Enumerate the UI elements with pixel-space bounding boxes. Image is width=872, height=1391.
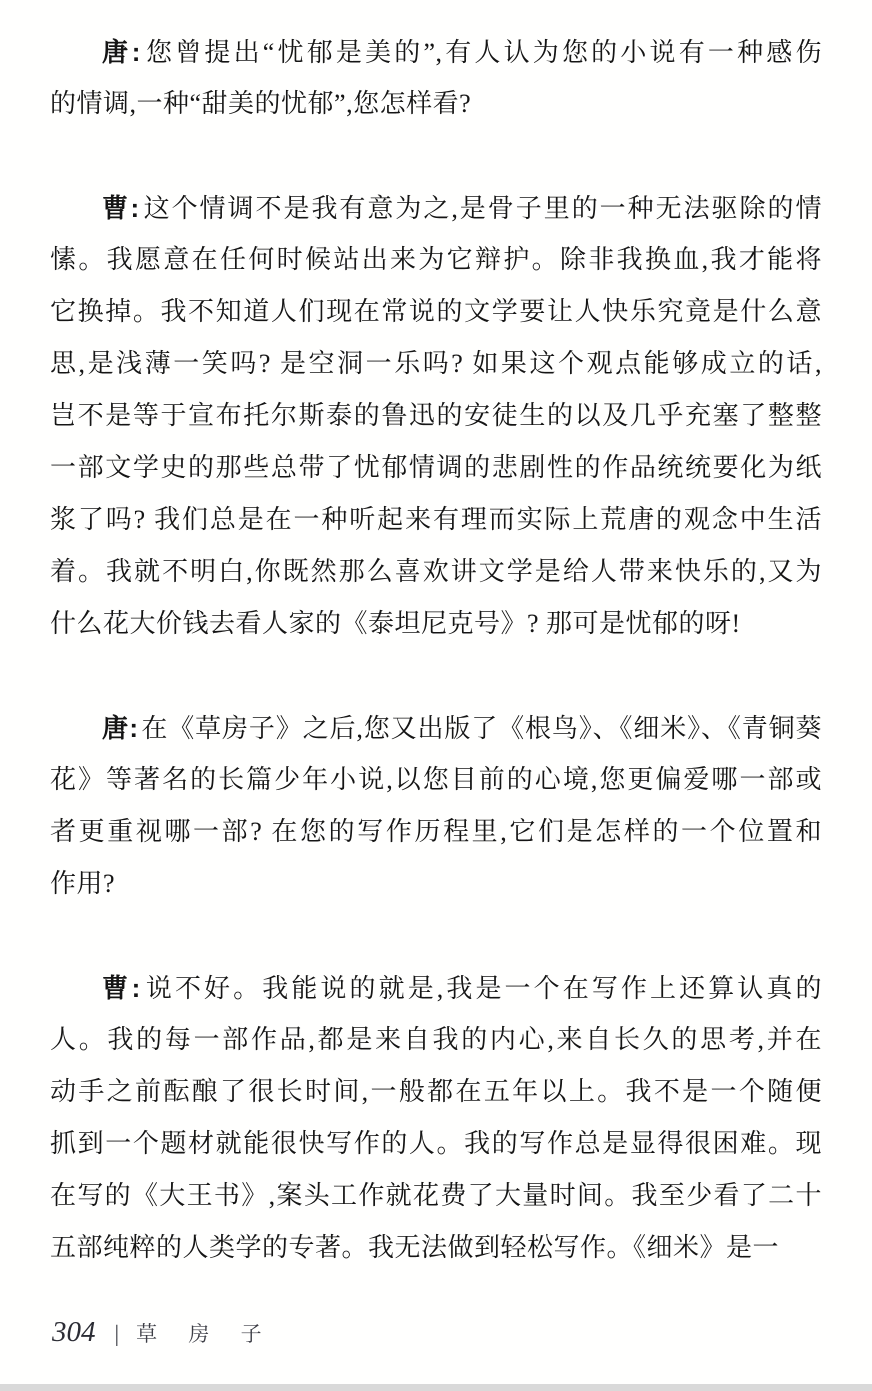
text-line: 动手之前酝酿了很长时间,一般都在五年以上。我不是一个随便: [50, 1077, 822, 1106]
text-line: 愫。我愿意在任何时候站出来为它辩护。除非我换血,我才能将: [50, 245, 822, 274]
text-line: 五部纯粹的人类学的专著。我无法做到轻松写作。《细米》是一: [50, 1233, 780, 1262]
scan-edge-shadow: [0, 1384, 872, 1391]
footer-separator: |: [114, 1321, 120, 1346]
paragraph: [50, 962, 822, 1274]
text-line: 唐:在《草房子》之后,您又出版了《根鸟》、《细米》、《青铜葵: [102, 713, 822, 743]
page-number: 304: [52, 1316, 96, 1348]
text-line: 作用?: [50, 869, 116, 898]
text-line: 思,是浅薄一笑吗? 是空洞一乐吗? 如果这个观点能够成立的话,: [50, 349, 822, 378]
book-title: 草 房 子: [136, 1322, 275, 1346]
text-line: 什么花大价钱去看人家的《泰坦尼克号》? 那可是忧郁的呀!: [50, 609, 741, 638]
text-line: 曹:说不好。我能说的就是,我是一个在写作上还算认真的: [102, 973, 822, 1003]
text-line: 着。我就不明白,你既然那么喜欢讲文学是给人带来快乐的,又为: [50, 557, 822, 586]
speaker-label: 曹:: [102, 193, 141, 223]
text-line: 浆了吗? 我们总是在一种听起来有理而实际上荒唐的观念中生活: [50, 505, 822, 534]
text-line: 唐:您曾提出“忧郁是美的”,有人认为您的小说有一种感伤: [102, 37, 822, 67]
text-line: 人。我的每一部作品,都是来自我的内心,来自长久的思考,并在: [50, 1025, 822, 1054]
text-line: 岂不是等于宣布托尔斯泰的鲁迅的安徒生的以及几乎充塞了整整: [50, 401, 822, 430]
text-line: 者更重视哪一部? 在您的写作历程里,它们是怎样的一个位置和: [50, 817, 822, 846]
paragraph: [50, 702, 822, 910]
interview-text: [50, 26, 822, 1274]
text-line: 在写的《大王书》,案头工作就花费了大量时间。我至少看了二十: [50, 1181, 822, 1210]
text-line: 的情调,一种“甜美的忧郁”,您怎样看?: [50, 89, 472, 118]
text-line: 抓到一个题材就能很快写作的人。我的写作总是显得很困难。现: [50, 1129, 822, 1158]
text-line: 一部文学史的那些总带了忧郁情调的悲剧性的作品统统要化为纸: [50, 453, 822, 482]
text-line: 曹:这个情调不是我有意为之,是骨子里的一种无法驱除的情: [102, 193, 822, 223]
speaker-label: 唐:: [102, 713, 140, 743]
speaker-label: 唐:: [102, 37, 142, 67]
text-line: 花》等著名的长篇少年小说,以您目前的心境,您更偏爱哪一部或: [50, 765, 822, 794]
speaker-label: 曹:: [102, 973, 142, 1003]
text-line: 它换掉。我不知道人们现在常说的文学要让人快乐究竟是什么意: [50, 297, 822, 326]
paragraph: [50, 26, 822, 130]
page-footer: [52, 1316, 275, 1349]
paragraph: [50, 182, 822, 650]
